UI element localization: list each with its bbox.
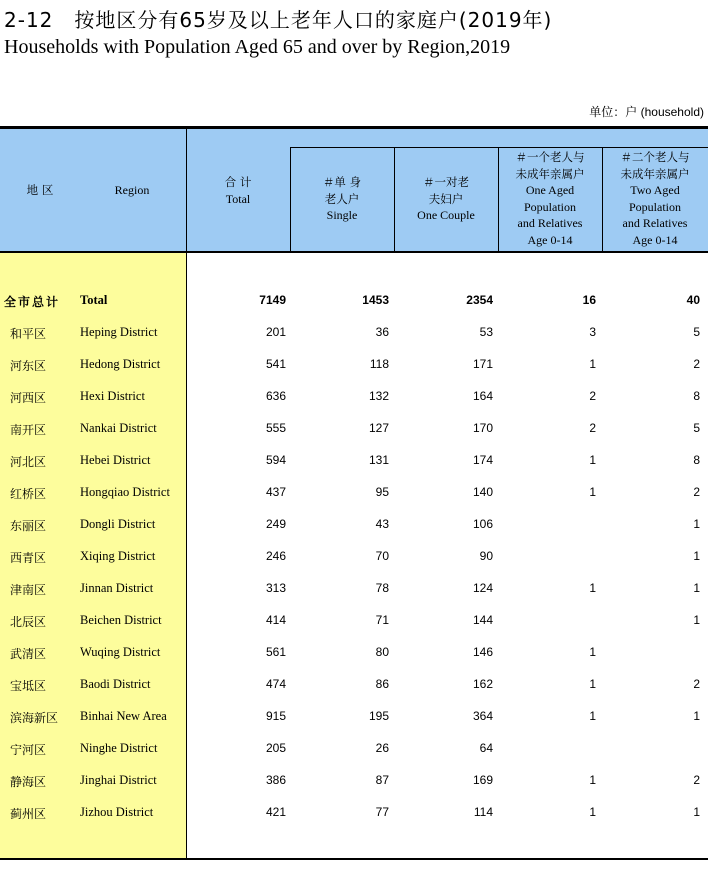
table-row bbox=[0, 669, 708, 701]
cell-couple: 64 bbox=[479, 741, 493, 755]
cell-total: 205 bbox=[265, 741, 286, 755]
header-total: 合 计 Total bbox=[224, 175, 252, 206]
cell-two-aged: 8 bbox=[693, 389, 700, 403]
page-title-en: Households with Population Aged 65 and over by Region,2019 bbox=[4, 36, 511, 58]
cell-couple: 53 bbox=[479, 325, 493, 339]
region-name-cn: 和平区 bbox=[10, 327, 47, 341]
region-name-en: Hexi District bbox=[80, 389, 145, 403]
unit-label: 单位：户 (household) bbox=[589, 105, 704, 119]
cell-two-aged: 1 bbox=[693, 581, 700, 595]
cell-total: 246 bbox=[265, 549, 286, 563]
cell-one-aged: 2 bbox=[589, 421, 596, 435]
header-region-en: Region bbox=[114, 183, 150, 197]
cell-total: 201 bbox=[265, 325, 286, 339]
cell-one-aged: 1 bbox=[589, 709, 596, 723]
cell-total: 594 bbox=[265, 453, 286, 467]
region-name-en: Hedong District bbox=[80, 357, 161, 371]
cell-total: 561 bbox=[265, 645, 286, 659]
cell-couple: 2354 bbox=[466, 293, 493, 307]
table-row bbox=[0, 733, 708, 765]
cell-one-aged: 2 bbox=[589, 389, 596, 403]
region-name-cn: 河北区 bbox=[10, 455, 47, 469]
cell-total: 437 bbox=[265, 485, 286, 499]
cell-two-aged: 5 bbox=[693, 421, 700, 435]
cell-single: 95 bbox=[375, 485, 389, 499]
cell-single: 87 bbox=[375, 773, 389, 787]
table-header bbox=[0, 126, 708, 253]
cell-one-aged: 3 bbox=[589, 325, 596, 339]
cell-one-aged: 1 bbox=[589, 677, 596, 691]
header-region-cn: 地 区 bbox=[26, 183, 54, 197]
header-couple: ＃一对老 夫妇户 One Couple bbox=[417, 175, 475, 222]
cell-two-aged: 2 bbox=[693, 773, 700, 787]
region-name-cn: 北辰区 bbox=[10, 615, 47, 629]
cell-two-aged: 2 bbox=[693, 677, 700, 691]
cell-total: 421 bbox=[265, 805, 286, 819]
cell-single: 127 bbox=[368, 421, 389, 435]
cell-two-aged: 40 bbox=[686, 293, 700, 307]
cell-two-aged: 1 bbox=[693, 709, 700, 723]
cell-couple: 144 bbox=[472, 613, 493, 627]
cell-couple: 169 bbox=[472, 773, 493, 787]
cell-couple: 162 bbox=[472, 677, 493, 691]
cell-single: 43 bbox=[375, 517, 389, 531]
region-name-cn: 全市总计 bbox=[4, 295, 61, 309]
region-name-cn: 西青区 bbox=[10, 551, 47, 565]
region-name-en: Jinnan District bbox=[80, 581, 154, 595]
cell-single: 71 bbox=[375, 613, 389, 627]
cell-single: 36 bbox=[375, 325, 389, 339]
cell-one-aged: 1 bbox=[589, 773, 596, 787]
cell-one-aged: 1 bbox=[589, 805, 596, 819]
cell-single: 195 bbox=[368, 709, 389, 723]
cell-two-aged: 1 bbox=[693, 517, 700, 531]
header-one-aged: ＃一个老人与 未成年亲属户 One Aged Population and Relatives Age 0-14 bbox=[515, 150, 585, 247]
table-row bbox=[0, 349, 708, 381]
cell-total: 541 bbox=[265, 357, 286, 371]
cell-total: 474 bbox=[265, 677, 286, 691]
cell-two-aged: 2 bbox=[693, 485, 700, 499]
cell-one-aged: 16 bbox=[582, 293, 596, 307]
table-row bbox=[0, 765, 708, 797]
cell-two-aged: 2 bbox=[693, 357, 700, 371]
region-name-cn: 武清区 bbox=[10, 647, 47, 661]
region-name-en: Dongli District bbox=[80, 517, 156, 531]
region-name-cn: 津南区 bbox=[10, 583, 47, 597]
header-two-aged: ＃二个老人与 未成年亲属户 Two Aged Population and Relatives Age 0-14 bbox=[620, 150, 690, 247]
cell-total: 555 bbox=[265, 421, 286, 435]
cell-one-aged: 1 bbox=[589, 357, 596, 371]
cell-single: 26 bbox=[375, 741, 389, 755]
cell-one-aged: 1 bbox=[589, 581, 596, 595]
region-name-cn: 河西区 bbox=[10, 391, 47, 405]
region-name-en: Wuqing District bbox=[80, 645, 161, 659]
cell-one-aged: 1 bbox=[589, 453, 596, 467]
table-row bbox=[0, 381, 708, 413]
table-row bbox=[0, 573, 708, 605]
cell-single: 70 bbox=[375, 549, 389, 563]
table-row bbox=[0, 413, 708, 445]
cell-couple: 170 bbox=[472, 421, 493, 435]
cell-two-aged: 8 bbox=[693, 453, 700, 467]
cell-total: 7149 bbox=[259, 293, 286, 307]
cell-couple: 364 bbox=[472, 709, 493, 723]
region-name-cn: 滨海新区 bbox=[10, 711, 59, 725]
cell-single: 131 bbox=[368, 453, 389, 467]
cell-two-aged: 1 bbox=[693, 613, 700, 627]
data-table bbox=[0, 126, 708, 860]
cell-single: 118 bbox=[369, 357, 389, 371]
region-name-en: Hongqiao District bbox=[80, 485, 170, 499]
table-row bbox=[0, 637, 708, 669]
cell-single: 77 bbox=[375, 805, 389, 819]
region-name-en: Baodi District bbox=[80, 677, 151, 691]
cell-couple: 114 bbox=[473, 805, 493, 819]
region-name-cn: 宝坻区 bbox=[10, 679, 47, 693]
table-row bbox=[0, 541, 708, 573]
cell-two-aged: 5 bbox=[693, 325, 700, 339]
cell-two-aged: 1 bbox=[693, 805, 700, 819]
region-name-en: Beichen District bbox=[80, 613, 162, 627]
region-name-cn: 蓟州区 bbox=[10, 807, 47, 821]
region-name-cn: 东丽区 bbox=[10, 519, 47, 533]
table-row-total bbox=[0, 285, 708, 317]
region-name-cn: 宁河区 bbox=[10, 743, 47, 757]
table-row bbox=[0, 797, 708, 829]
region-name-en: Jizhou District bbox=[80, 805, 154, 819]
cell-one-aged: 1 bbox=[589, 485, 596, 499]
region-name-en: Xiqing District bbox=[80, 549, 156, 563]
region-name-cn: 南开区 bbox=[10, 423, 47, 437]
table-row bbox=[0, 477, 708, 509]
cell-couple: 146 bbox=[472, 645, 493, 659]
cell-single: 80 bbox=[375, 645, 389, 659]
region-name-cn: 红桥区 bbox=[10, 487, 47, 501]
cell-couple: 164 bbox=[472, 389, 493, 403]
cell-two-aged: 1 bbox=[693, 549, 700, 563]
page-title-cn: 2-12 按地区分有65岁及以上老年人口的家庭户(2019年) bbox=[4, 8, 553, 32]
cell-couple: 171 bbox=[472, 357, 493, 371]
cell-couple: 140 bbox=[472, 485, 493, 499]
region-name-cn: 静海区 bbox=[10, 775, 47, 789]
region-name-en: Total bbox=[80, 293, 108, 307]
region-name-en: Hebei District bbox=[80, 453, 151, 467]
cell-total: 249 bbox=[265, 517, 286, 531]
cell-total: 414 bbox=[265, 613, 286, 627]
cell-single: 1453 bbox=[362, 293, 389, 307]
region-name-en: Ninghe District bbox=[80, 741, 158, 755]
cell-couple: 174 bbox=[472, 453, 493, 467]
cell-couple: 106 bbox=[472, 517, 493, 531]
cell-single: 86 bbox=[375, 677, 389, 691]
cell-single: 78 bbox=[375, 581, 389, 595]
region-name-en: Heping District bbox=[80, 325, 158, 339]
header-single: ＃单 身 老人户 Single bbox=[322, 175, 362, 222]
cell-total: 915 bbox=[265, 709, 286, 723]
table-row bbox=[0, 701, 708, 733]
cell-single: 132 bbox=[368, 389, 389, 403]
region-name-en: Nankai District bbox=[80, 421, 157, 435]
table-row bbox=[0, 605, 708, 637]
cell-one-aged: 1 bbox=[589, 645, 596, 659]
region-name-en: Binhai New Area bbox=[80, 709, 167, 723]
cell-couple: 124 bbox=[472, 581, 493, 595]
cell-total: 636 bbox=[265, 389, 286, 403]
cell-couple: 90 bbox=[479, 549, 493, 563]
table-row bbox=[0, 445, 708, 477]
table-row bbox=[0, 317, 708, 349]
table-row bbox=[0, 509, 708, 541]
region-name-en: Jinghai District bbox=[80, 773, 157, 787]
region-name-cn: 河东区 bbox=[10, 359, 47, 373]
table-body bbox=[0, 253, 708, 860]
cell-total: 313 bbox=[265, 581, 286, 595]
cell-total: 386 bbox=[265, 773, 286, 787]
